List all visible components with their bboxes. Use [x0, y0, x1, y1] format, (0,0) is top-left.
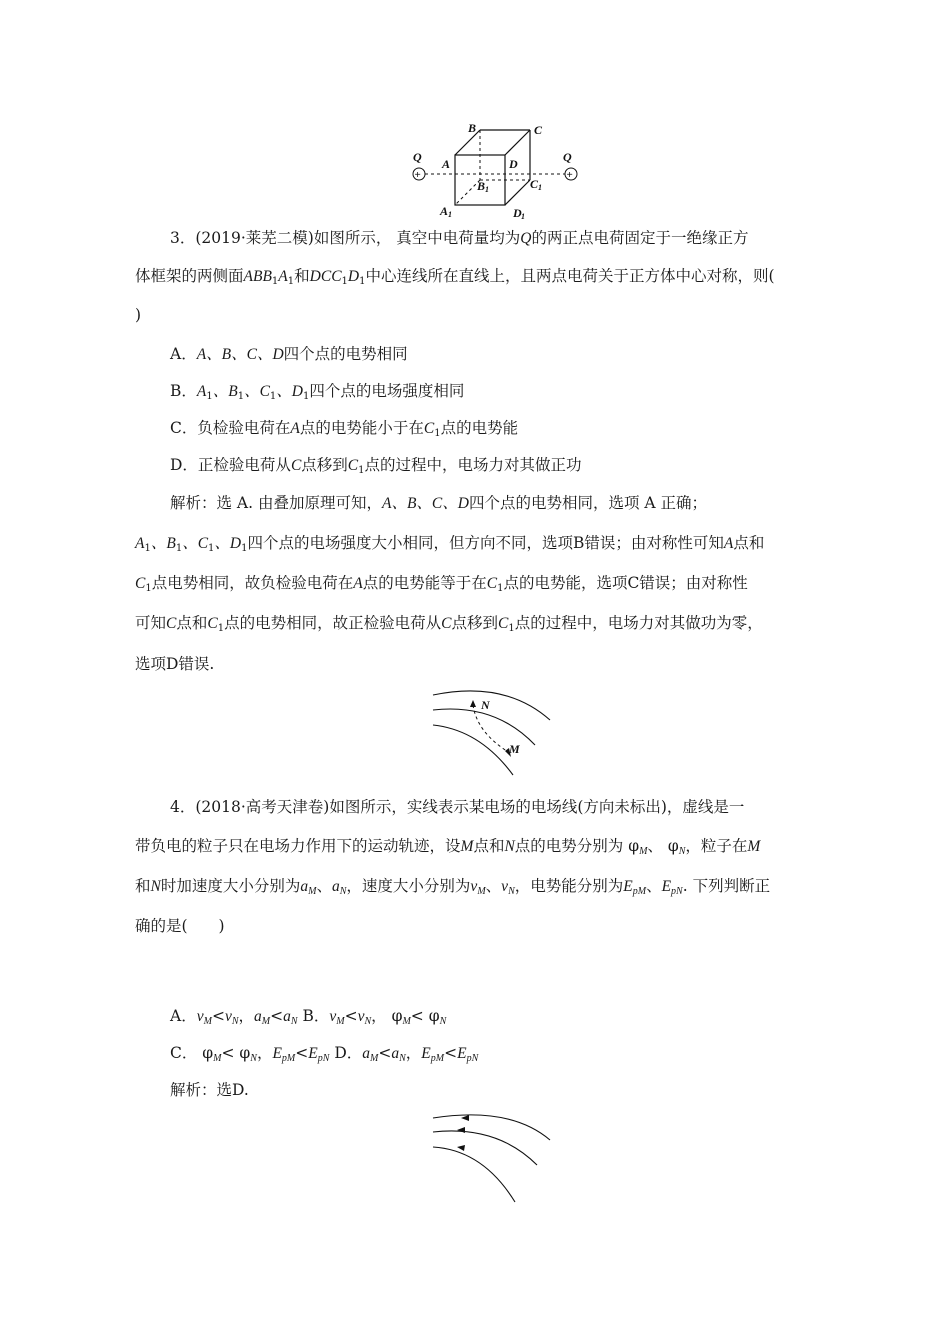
q3-option-d: D．正检验电荷从C点移到$C_1$点的过程中，电场力对其做正功 [170, 456, 582, 476]
q3-line-3: ) [135, 306, 142, 324]
label-d: D [509, 157, 518, 171]
label-m: M [509, 742, 520, 756]
q3-solution-line-2: $A_1$、$B_1$、$C_1$、$D_1$四个点的电场强度大小相同，但方向不同，选项B错误；由对称性可知A点和 [135, 534, 765, 554]
q4-line-2: 带负电的粒子只在电场力作用下的运动轨迹，设M点和N点的电势分别为 $\varphi_M$、 $\varphi_N$，粒子在M [135, 837, 761, 857]
svg-text:1: 1 [485, 185, 489, 194]
label-b: B [468, 121, 477, 135]
svg-text:1: 1 [538, 183, 542, 192]
q3-solution-line-4: 可知C点和$C_1$点的电势相同，故正检验电荷从C点移到$C_1$点的过程中，电场力对其做功为零， [135, 614, 763, 634]
q3-line-2: 体框架的两侧面$ABB_1A_1$和$DCC_1D_1$中心连线所在直线上，且两点电荷关于正方体中心对称，则( [135, 267, 775, 287]
q3-option-c: C．负检验电荷在A点的电势能小于在$C_1$点的电势能 [170, 419, 519, 439]
label-a1: A [440, 204, 449, 218]
q3-option-a: A．A、B、C、D四个点的电势相同 [170, 345, 408, 363]
plus-right: + [566, 169, 573, 181]
q3-solution-line-3: $C_1$点电势相同，故负检验电荷在A点的电势能等于在$C_1$点的电势能，选项C错误；由对称性 [135, 574, 748, 594]
q4-solution: 解析：选D. [170, 1081, 249, 1099]
label-b1: B [477, 179, 486, 193]
label-q-right: Q [563, 150, 572, 164]
label-a: A [442, 157, 451, 171]
q3-solution-line-5: 选项D错误. [135, 655, 215, 673]
q4-options-cd: C． $\varphi_M< \varphi_N$，$E_{pM}<E_{pN}$ D．$a_M<a_N$，$E_{pM}<E_{pN}$ [170, 1044, 479, 1064]
label-c: C [534, 123, 543, 137]
label-q-left: Q [413, 150, 422, 164]
field-lines-direction-figure [425, 1110, 560, 1205]
label-n: N [481, 698, 490, 712]
q3-line-1: 3．(2019·莱芜二模)如图所示， 真空中电荷量均为Q的两正点电荷固定于一绝缘正方 [170, 229, 749, 247]
q3-option-b: B．$A_1$、$B_1$、$C_1$、$D_1$四个点的电场强度相同 [170, 382, 465, 402]
svg-text:1: 1 [448, 210, 452, 219]
q4-line-4: 确的是( ) [135, 917, 225, 935]
q4-line-1: 4．(2018·高考天津卷)如图所示，实线表示某电场的电场线(方向未标出)，虚线是一 [170, 798, 745, 816]
q4-options-ab: A．$v_M<v_N$，$a_M<a_N$ B．$v_M<v_N$， $\varphi_M< \varphi_N$ [170, 1007, 447, 1027]
label-d1: D [513, 206, 522, 220]
q3-solution-line-1: 解析：选 A. 由叠加原理可知，A、B、C、D四个点的电势相同，选项 A 正确； [170, 494, 708, 512]
label-c1: C [530, 177, 539, 191]
q4-line-3: 和N时加速度大小分别为$a_M$、$a_N$，速度大小分别为$v_M$、$v_N$，电势能分别为$E_{pM}$、$E_{pN}$. 下列判断正 [135, 877, 771, 897]
svg-text:1: 1 [521, 212, 525, 221]
field-lines-trajectory-figure [425, 685, 560, 780]
cube-charge-figure [405, 118, 585, 223]
plus-left: + [414, 169, 421, 181]
